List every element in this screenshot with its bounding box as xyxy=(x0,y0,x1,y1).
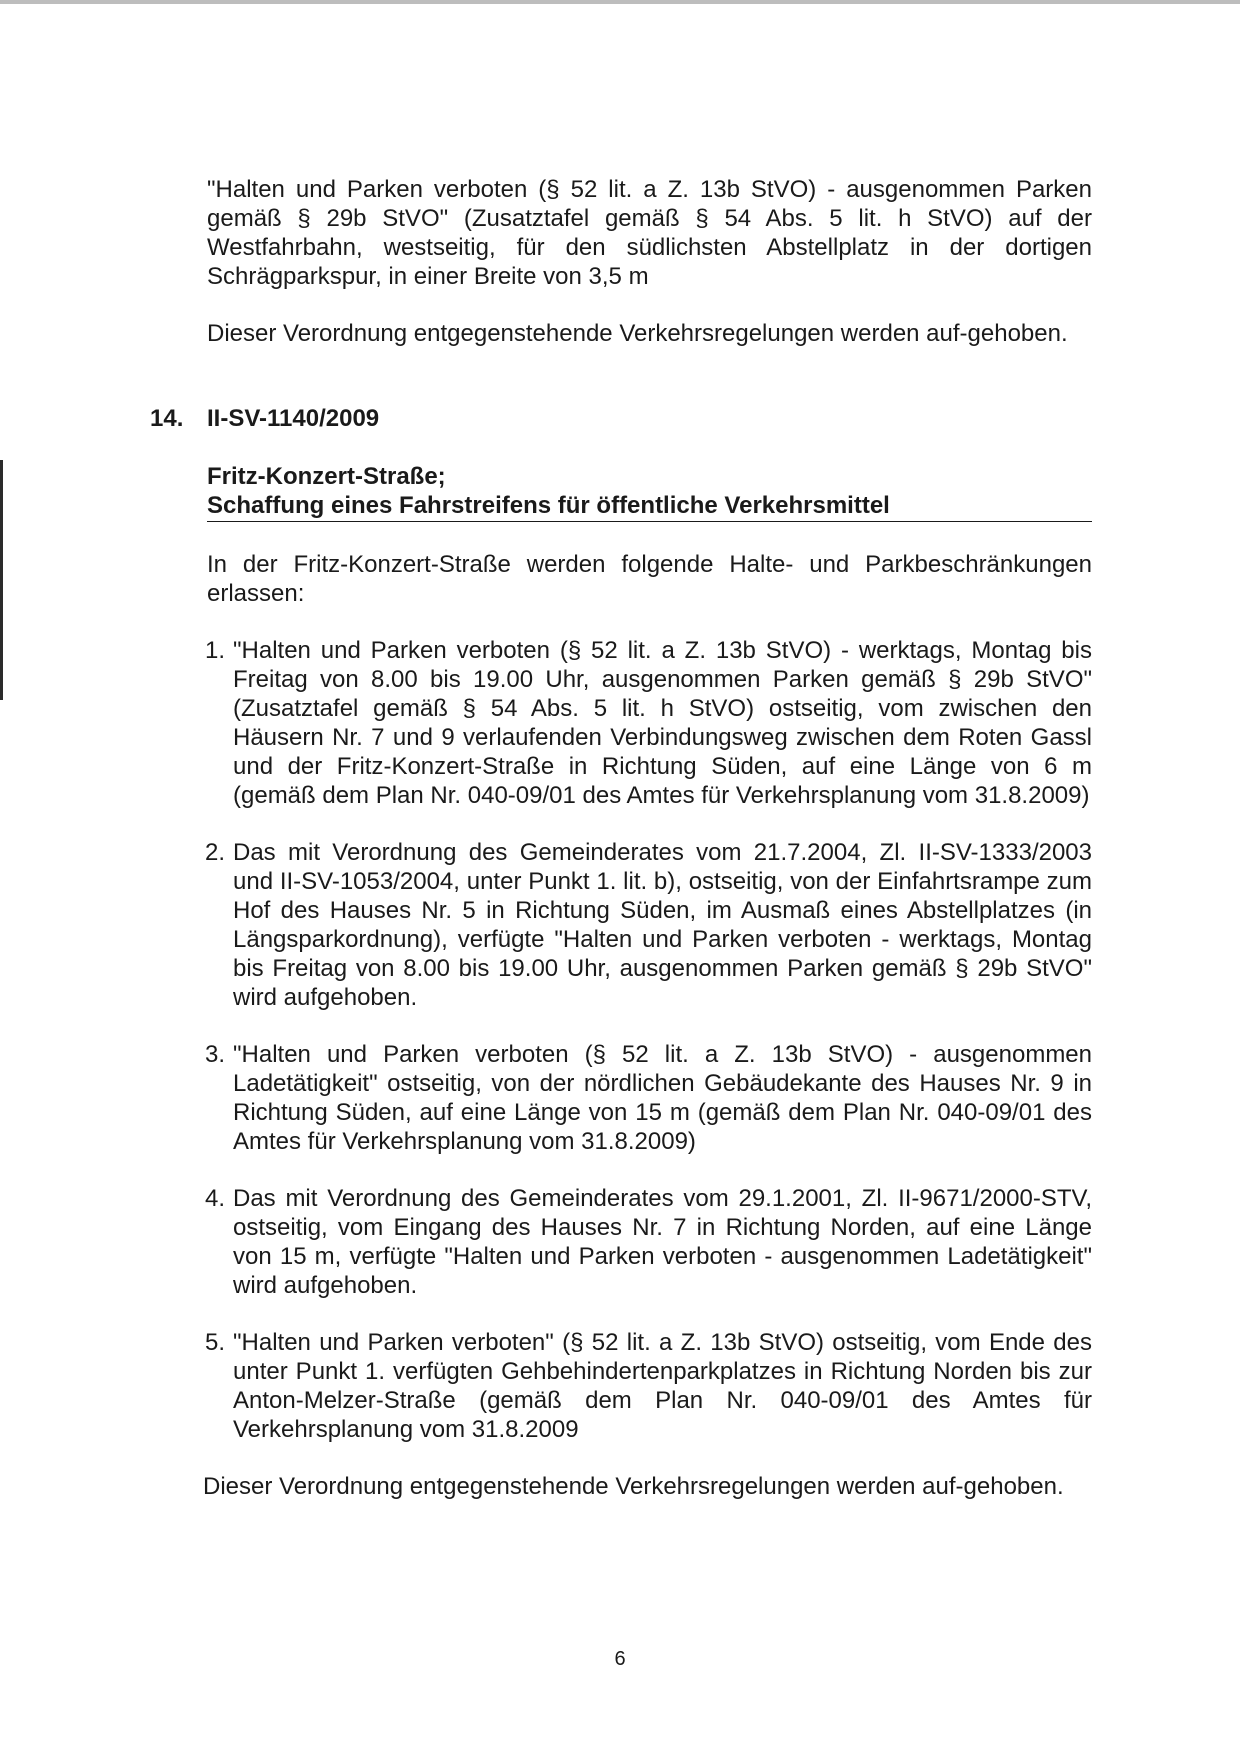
list-item-number: 4. xyxy=(205,1185,226,1212)
subject-line-2: Schaffung eines Fahrstreifens für öffentliche Verkehrsmittel xyxy=(207,492,890,519)
section-number: 14. xyxy=(150,405,184,432)
section-subject xyxy=(207,462,1092,522)
list-item-number: 5. xyxy=(205,1329,226,1356)
list-item xyxy=(207,636,1092,810)
page-content xyxy=(150,175,1092,1501)
intro-paragraph: "Halten und Parken verboten (§ 52 lit. a Z. 13b StVO) - ausgenommen Parken gemäß § 29b StVO" (Zusatztafel gemäß § 54 Abs. 5 lit. h StVO) auf der Westfahrbahn, westseitig, für den südlichsten Abstellplatz in der dortigen Schrägparkspur, in einer Breite von 3,5 m xyxy=(207,176,1092,290)
list-item-text: Das mit Verordnung des Gemeinderates vom 29.1.2001, Zl. II-9671/2000-STV, ostseitig, vom Eingang des Hauses Nr. 7 in Richtung Norden, auf eine Länge von 15 m, verfügte "Halten und Parken verboten - ausgenommen Ladetätigkeit" wird aufgehoben. xyxy=(233,1185,1092,1299)
section-heading xyxy=(150,404,1092,434)
list-item xyxy=(207,1184,1092,1300)
list-item-text: Das mit Verordnung des Gemeinderates vom 21.7.2004, Zl. II-SV-1333/2003 und II-SV-1053/2004, unter Punkt 1. lit. b), ostseitig, von der Einfahrtsrampe zum Hof des Hauses Nr. 5 in Richtung Süden, im Ausmaß eines Abstellplatzes (in Längsparkordnung), verfügte "Halten und Parken verboten - werktags, Montag bis Freitag von 8.00 bis 19.00 Uhr, ausgenommen Parken gemäß § 29b StVO" wird aufgehoben. xyxy=(233,839,1092,1011)
list-item-number: 3. xyxy=(205,1041,226,1068)
list-item xyxy=(207,1328,1092,1444)
list-item-text: "Halten und Parken verboten" (§ 52 lit. a Z. 13b StVO) ostseitig, vom Ende des unter Punkt 1. verfügten Gehbehindertenparkplatzes in Richtung Norden bis zur Anton-Melzer-Straße (gemäß dem Plan Nr. 040-09/01 des Amtes für Verkehrsplanung vom 31.8.2009 xyxy=(233,1329,1092,1443)
list-item-number: 2. xyxy=(205,839,226,866)
list-item-text: "Halten und Parken verboten (§ 52 lit. a Z. 13b StVO) - werktags, Montag bis Freitag von 8.00 bis 19.00 Uhr, ausgenommen Parken gemäß § 29b StVO" (Zusatztafel gemäß § 54 Abs. 5 lit. h StVO) ostseitig, vom zwischen den Häusern Nr. 7 und 9 verlaufenden Verbindungsweg zwischen dem Roten Gassl und der Fritz-Konzert-Straße in Richtung Süden, auf eine Länge von 6 m (gemäß dem Plan Nr. 040-09/01 des Amtes für Verkehrsplanung vom 31.8.2009) xyxy=(233,637,1092,809)
section-reference: II-SV-1140/2009 xyxy=(207,405,380,432)
subject-line-1: Fritz-Konzert-Straße; xyxy=(207,463,446,490)
section-lead: In der Fritz-Konzert-Straße werden folgende Halte- und Parkbeschränkungen erlassen: xyxy=(207,551,1092,607)
page-number: 6 xyxy=(614,1648,626,1670)
list-item-text: "Halten und Parken verboten (§ 52 lit. a Z. 13b StVO) - ausgenommen Ladetätigkeit" ostseitig, von der nördlichen Gebäudekante des Hauses Nr. 9 in Richtung Süden, auf eine Länge von 15 m (gemäß dem Plan Nr. 040-09/01 des Amtes für Verkehrsplanung vom 31.8.2009) xyxy=(233,1041,1092,1155)
intro-repeal-paragraph: Dieser Verordnung entgegenstehende Verkehrsregelungen werden auf-gehoben. xyxy=(207,320,1068,347)
list-item-number: 1. xyxy=(205,637,226,664)
list-item xyxy=(207,838,1092,1012)
regulation-list xyxy=(207,636,1092,1444)
section-repeal-paragraph: Dieser Verordnung entgegenstehende Verkehrsregelungen werden auf-gehoben. xyxy=(203,1473,1064,1500)
list-item xyxy=(207,1040,1092,1156)
